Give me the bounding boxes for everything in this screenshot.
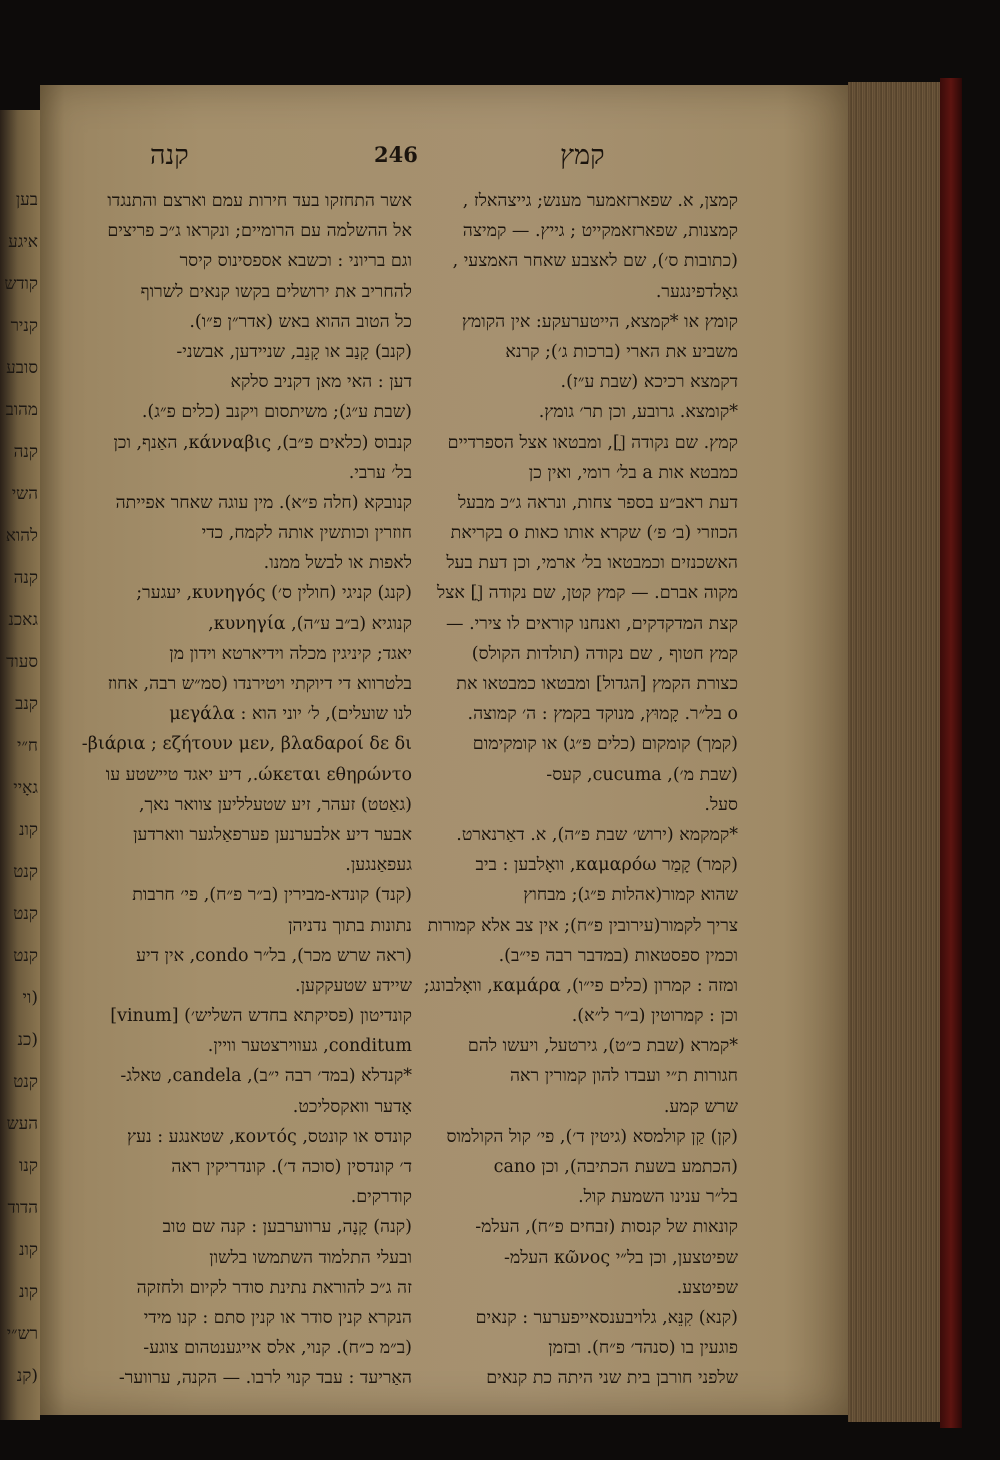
text-line: *קמרא (שבת כ״ט), גירטעל, ויעשו להם (467, 1036, 738, 1057)
text-line: קונדיטון (פסיקתא בחדש השליש׳) [vinum] (110, 1006, 412, 1027)
prev-page-fragment: קנב (15, 694, 38, 714)
prev-page-fragment: קונ (19, 1240, 38, 1260)
prev-page-fragment: קנט (13, 904, 38, 924)
text-line: בל״ר ענינו השמעת קול. (578, 1187, 738, 1208)
prev-page-fragment: ח״י (17, 736, 38, 756)
previous-page-edge (0, 110, 40, 1420)
text-line: שפיטצען, וכן בל״י κῶνος העלמ- (503, 1247, 738, 1268)
text-line: סעל. (704, 794, 738, 815)
text-line: וכמין ספסטאות (במדבר רבה פי״ב). (498, 945, 738, 966)
text-line: (קנב) קָנַב או קָנֵב, שניידען, אבשני- (176, 341, 412, 362)
text-line: להחריב את ירושלים בקשו קנאים לשרוף (140, 281, 412, 302)
text-line: (שבת ע״ג); משיתסום ויקנב (כלים פ״ג). (141, 402, 412, 423)
text-line: כל הטוב ההוא באש (אדר״ן פ״ו). (189, 311, 412, 332)
text-line: (קן) קַן קולמסא (גיטין ד׳), פי׳ קול הקולמוס (446, 1126, 738, 1147)
page-number: 246 (374, 142, 418, 167)
text-line: פוגעין בו (סנהד׳ פ״ח). ובזמן (548, 1338, 738, 1359)
text-line: אל ההשלמה עם הרומיים; ונקראו ג״כ פריצים (107, 221, 412, 242)
text-line: דען : האי מאן דקניב סלקא (230, 372, 412, 393)
prev-page-fragment: השי (11, 484, 38, 504)
text-line: זה ג״כ להוראת נתינת סודר לקיום ולחזקה (136, 1277, 412, 1298)
text-line: לאפות או לבשל ממנו. (263, 553, 412, 574)
text-line: קמצן, א. שפארזאמער מענש; גייצהאלז , (462, 191, 738, 211)
text-line: שיידע שטעקקען. (295, 975, 412, 996)
running-head-left: קנה (150, 140, 189, 171)
text-line: קונדס או קונטס, κοντός, שטאנגע : נעץ (126, 1126, 412, 1147)
text-line: (קנד) קונדא-מבירין (ב״ר פ״ח), פי׳ חרבות (132, 885, 412, 906)
prev-page-fragment: להוא (5, 526, 38, 546)
text-line: וכן : קמרוטין (ב״ר ל״א). (571, 1006, 738, 1027)
text-line: יאגד; קיניגין מכלה וידיארטא וידון מן (169, 643, 412, 664)
text-line: (שבת מ׳), cucuma, קעס- (546, 764, 738, 785)
prev-page-fragment: קנט (13, 862, 38, 882)
text-line: קמץ. שם נקודה [ָ], ומבטאו אצל הספרדיים (447, 432, 738, 453)
text-line: קמץ חטוף , שם נקודה (תולדות הקולס) (471, 643, 738, 664)
text-line: קמצנות, שפארזאמקייט ; גייץ. — קמיצה (462, 221, 738, 242)
prev-page-fragment: קנה (13, 568, 38, 588)
text-line: חוזרין וכותשין אותה לקמח, כדי (201, 523, 412, 544)
text-line: (הכתמע בשעת הכתיבה), וכן cano (493, 1157, 738, 1177)
prev-page-fragment: קניר (10, 316, 38, 336)
text-line: משביע את הארי (ברכות ג׳); קרנא (505, 341, 738, 362)
text-line: וגם בריוני : וכשבא אספסינוס קיסר (179, 251, 412, 272)
text-line: (ראה שרש מכר), בל״ר condo, אין דיע (136, 945, 412, 966)
text-line: שלפני חורבן בית שני היתה כת קנאים (486, 1368, 738, 1389)
book-cover (940, 78, 962, 1428)
text-line: קונאות של קנסות (זבחים פ״ח), העלמ- (475, 1217, 738, 1238)
text-line: קודרקים. (350, 1187, 412, 1208)
text-line: אָדער וואקסליכט. (292, 1096, 412, 1117)
prev-page-fragment: סעוד (6, 652, 38, 672)
text-line: דעת ראב״ע בספר צחות, ונראה ג״כ מבעל (457, 492, 738, 513)
text-line: (קמר) קָמַר καμαρόω, וואָלבען : ביב (475, 855, 738, 876)
prev-page-fragment: סובע (6, 358, 38, 378)
prev-page-fragment: קנט (13, 1072, 38, 1092)
text-line: דקמצא רכיכא (שבת ע״ז). (560, 372, 738, 393)
text-line: ώκεται εθηρώντο., דיע יאגד טיישטע עו (105, 764, 412, 785)
prev-page-fragment: איגע (8, 232, 38, 252)
page-edges (848, 82, 948, 1422)
text-line: כמבטא אות a בל׳ רומי, ואין כן (528, 462, 738, 483)
text-line: שפיטצע. (676, 1277, 738, 1298)
prev-page-fragment: גאָיי (13, 778, 38, 798)
text-line: גאָלדפינגער. (655, 281, 738, 302)
text-line: מקוה אברם. — קמץ קטן, שם נקודה [ֻ] אצל (437, 583, 738, 604)
text-line: קצת המדקדקים, ואנחנו קוראים לו צירי. — (446, 613, 738, 634)
text-line: ד׳ קונדסין (סוכה ד׳). קונדריקין ראה (171, 1157, 412, 1177)
running-head-right: קמץ (560, 140, 605, 171)
text-line: צריך לקמור(עירובין פ״ח); אין צב אלא קמורות (427, 915, 738, 936)
text-line: בלטרווא די דיוקתי ויטירנדו (סמ״ש רבה, אחוז (107, 674, 412, 694)
text-line: conditum, געווירצטער וויין. (207, 1036, 412, 1057)
text-line: ומזה : קמרון (כלים פי״ו), καμάρα, וואָלבונג; (423, 975, 738, 996)
prev-page-fragment: רש״י (6, 1324, 38, 1344)
text-line: ובעלי התלמוד השתמשו בלשון (209, 1247, 412, 1268)
prev-page-fragment: (קנ (16, 1366, 38, 1386)
text-line: o בל״ר. קָמוּץ, מנוקד בקמץ : ה׳ קמוצה. (467, 704, 738, 725)
text-line: (ב״מ כ״ח). קנוי, אלס אייגענטהום צוגע- (143, 1338, 412, 1359)
text-line: (כתובות ס׳), שם לאצבע שאחר האמצעי , (452, 251, 738, 272)
text-line: *קמקמא (ירוש׳ שבת פ״ה), א. דאַרנארט. (456, 824, 738, 845)
text-line: נתונות בתוך נדניהן (288, 915, 412, 936)
prev-page-fragment: (כנ (17, 1030, 38, 1050)
prev-page-fragment: מהוב (5, 400, 38, 420)
text-line: *קומצא. גרובע, וכן תר׳ גומץ. (538, 402, 738, 423)
prev-page-fragment: העש (6, 1114, 38, 1134)
prev-page-fragment: גאכנ (8, 610, 38, 630)
text-line: קנוגיא (ב״ב ע״ה), κυνηγία, (208, 613, 412, 634)
text-line: (קמך) קומקום (כלים פ״ג) או קומקימום (472, 734, 738, 755)
text-line: חגורות ת״י ועבדו להון קמורין ראה (509, 1066, 738, 1087)
text-line: (קנא) קִנֵּא, גלויבענסאייפערער : קנאים (475, 1307, 738, 1328)
prev-page-fragment: קונ (19, 820, 38, 840)
text-line: βιάρια ; εζήτουν μεν, βλαδαροί δε δι- (81, 734, 412, 755)
right-column (423, 186, 738, 1394)
text-line: (גאַטט) זעהר, זיע שטעלליען צוואר נאך, (138, 794, 412, 815)
text-line: קנבוס (כלאים פ״ב), κάνναβις, האַנף, וכן (113, 432, 412, 453)
text-line: כצורת הקמץ [הגדול] ומבטאו כמבטאו את (456, 674, 738, 694)
page-header (100, 140, 800, 180)
prev-page-fragment: קודש (4, 274, 38, 294)
text-line: (קנה) קָנָה, ערווערבען : קנה שם טוב (162, 1217, 412, 1238)
text-line: בל׳ ערבי. (348, 462, 412, 483)
prev-page-fragment: הדוד (7, 1198, 38, 1218)
text-line: (קנג) קניגי (חולין ס׳) κυνηγός, יעגער; (136, 583, 412, 604)
text-line: אבער דיע אלבערנען פערפאַלגער ווארדען (133, 824, 412, 845)
prev-page-fragment: (וי (22, 988, 38, 1008)
text-line: הנקרא קנין סודר או קנין סתם : קנו מידי (143, 1307, 412, 1328)
text-line: קומץ או *קמצא, הייטערעקע: אין הקומץ (461, 311, 738, 332)
prev-page-fragment: קנו (19, 1156, 38, 1176)
prev-page-fragment: קנט (13, 946, 38, 966)
text-line: געפאַנגען. (345, 855, 412, 876)
left-column (81, 186, 412, 1394)
prev-page-fragment: קנה (13, 442, 38, 462)
text-line: אשר התחזקו בעד חירות עמם וארצם והתנגדו (107, 191, 412, 211)
text-line: האשכנזים וכמבטאו בל׳ ארמי, וכן דעת בעל (446, 553, 738, 574)
text-line: לנו שועלים), ל׳ יוני הוא : μεγάλα (169, 704, 412, 725)
text-line: קנובקא (חלה פ״א). מין עוגה שאחר אפייתה (115, 492, 412, 513)
text-line: שהוא קמור(אהלות פ״ג); מבחוץ (523, 885, 738, 906)
prev-page-fragment: בען (15, 190, 38, 210)
text-line: האַריעד : עבד קנוי לרבו. — הקנה, ערווער- (118, 1368, 412, 1389)
text-line: שרש קמע. (663, 1096, 738, 1117)
prev-page-fragment: קונ (19, 1282, 38, 1302)
text-line: *קנדלא (במד׳ רבה י״ב), candela, טאלג- (120, 1066, 412, 1087)
text-line: הכוזרי (ב׳ פ׳) שקרא אותו כאות o בקריאת (450, 523, 738, 544)
